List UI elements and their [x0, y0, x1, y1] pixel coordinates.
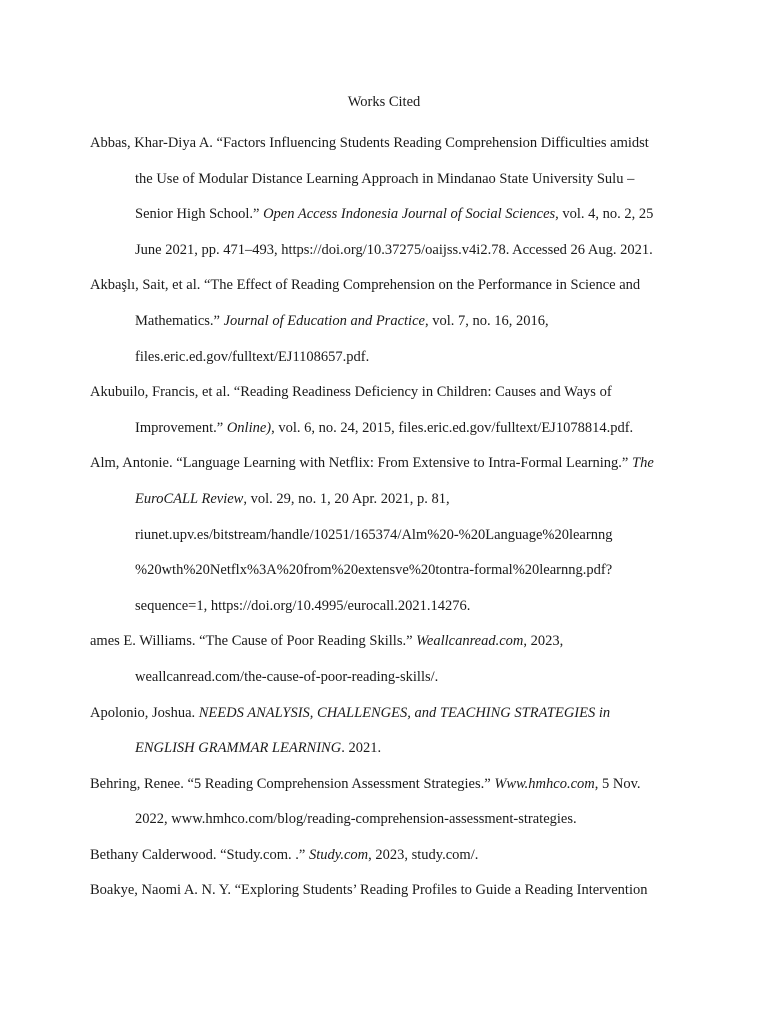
citation-text: Abbas, Khar-Diya A. “Factors Influencing Students Reading Comprehension Difficulties amidst: [90, 135, 649, 151]
citation-text: the Use of Modular Distance Learning Approach in Mindanao State University Sulu –: [135, 170, 635, 187]
citation-line: [90, 767, 678, 803]
citation-entry: [90, 838, 678, 874]
citation-entry: [90, 375, 678, 446]
citation-line: [90, 696, 678, 732]
citation-line: [135, 589, 678, 625]
citation-line: [135, 553, 678, 589]
citation-line: [135, 411, 678, 447]
citation-text: sequence=1, https://doi.org/10.4995/eurocall.2021.14276.: [135, 597, 471, 614]
citation-text: 2022, www.hmhco.com/blog/reading-comprehension-assessment-strategies.: [135, 811, 577, 828]
citation-line: [135, 304, 678, 340]
citation-line: [90, 126, 678, 162]
citation-text: Boakye, Naomi A. N. Y. “Exploring Students’ Reading Profiles to Guide a Reading Intervention: [90, 882, 648, 899]
citation-text: , vol. 4, no. 2, 25: [555, 206, 654, 223]
citation-text: . 2021.: [341, 740, 382, 757]
works-cited-list: [90, 126, 678, 909]
citation-text: , 2023, study.com/.: [368, 846, 479, 863]
citation-text: , vol. 6, no. 24, 2015, files.eric.ed.gov/fulltext/EJ1078814.pdf.: [271, 419, 634, 436]
citation-title-italic: NEEDS ANALYSIS, CHALLENGES, and TEACHING STRATEGIES in: [198, 704, 611, 721]
citation-text: , vol. 7, no. 16, 2016,: [424, 312, 549, 329]
citation-text: weallcanread.com/the-cause-of-poor-reading-skills/.: [135, 668, 439, 685]
citation-title-italic: The: [632, 455, 654, 472]
citation-text: Senior High School.”: [135, 206, 264, 223]
citation-text: Behring, Renee. “5 Reading Comprehension Assessment Strategies.”: [90, 775, 495, 792]
citation-text: Bethany Calderwood. “Study.com. .”: [90, 846, 309, 863]
citation-title-italic: Www.hmhco.com: [494, 775, 595, 792]
citation-entry: [90, 446, 678, 624]
citation-line: [90, 268, 678, 304]
citation-text: files.eric.ed.gov/fulltext/EJ1108657.pdf.: [135, 348, 370, 365]
citation-line: [90, 624, 678, 660]
citation-title-italic: Open Access Indonesia Journal of Social Sciences: [263, 206, 556, 223]
citation-title-italic: Journal of Education and Practice: [223, 312, 425, 329]
citation-text: , 2023,: [523, 633, 564, 650]
citation-text: , 5 Nov.: [594, 775, 641, 792]
citation-title-italic: Online): [226, 419, 272, 436]
citation-line: [135, 233, 678, 269]
citation-line: [135, 518, 678, 554]
citation-entry: [90, 126, 678, 268]
citation-entry: [90, 767, 678, 838]
citation-line: [135, 197, 678, 233]
citation-line: [135, 340, 678, 376]
citation-text: Improvement.”: [135, 419, 227, 436]
citation-text: Alm, Antonie. “Language Learning with Netflix: From Extensive to Intra-Formal Learning.”: [90, 455, 632, 472]
citation-text: ames E. Williams. “The Cause of Poor Reading Skills.”: [90, 633, 417, 650]
citation-title-italic: Weallcanread.com: [416, 633, 524, 650]
citation-entry: [90, 696, 678, 767]
citation-line: [90, 838, 678, 874]
page-title: Works Cited: [347, 94, 421, 110]
citation-line: [135, 482, 678, 518]
citation-line: [135, 802, 678, 838]
citation-text: , vol. 29, no. 1, 20 Apr. 2021, p. 81,: [243, 490, 450, 507]
citation-line: [90, 873, 678, 909]
citation-line: [90, 375, 678, 411]
citation-line: [135, 162, 678, 198]
citation-entry: [90, 873, 678, 909]
citation-text: Apolonio, Joshua.: [90, 704, 199, 721]
citation-entry: [90, 268, 678, 375]
citation-line: [90, 446, 678, 482]
citation-text: Akubuilo, Francis, et al. “Reading Readiness Deficiency in Children: Causes and Ways of: [90, 384, 612, 401]
citation-text: Akbaşlı, Sait, et al. “The Effect of Reading Comprehension on the Performance in Science and: [90, 277, 641, 294]
citation-text: %20wth%20Netflx%3A%20from%20extensve%20tontra-formal%20learnng.pdf?: [135, 562, 613, 579]
citation-text: Mathematics.”: [135, 312, 224, 329]
citation-text: June 2021, pp. 471–493, https://doi.org/10.37275/oaijss.v4i2.78. Accessed 26 Aug. 2021.: [135, 241, 653, 258]
citation-title-italic: EuroCALL Review: [135, 490, 244, 507]
citation-line: [135, 731, 678, 767]
citation-line: [135, 660, 678, 696]
citation-title-italic: Study.com: [308, 846, 369, 863]
citation-entry: [90, 624, 678, 695]
citation-title-italic: ENGLISH GRAMMAR LEARNING: [135, 740, 342, 757]
citation-text: riunet.upv.es/bitstream/handle/10251/165374/Alm%20-%20Language%20learnng: [135, 526, 613, 543]
